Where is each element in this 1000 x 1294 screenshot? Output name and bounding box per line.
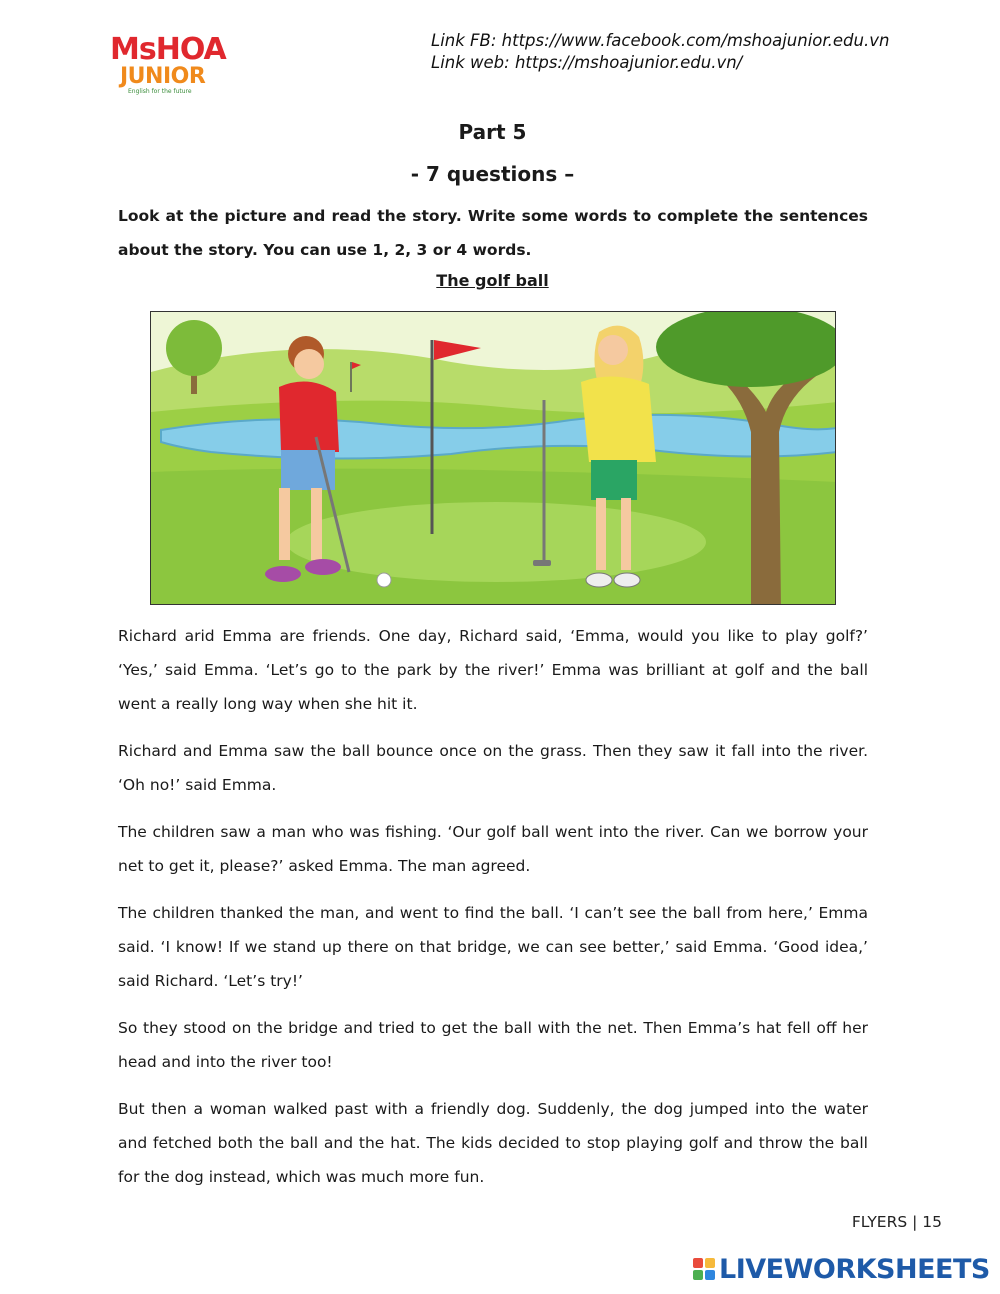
boy-leg-right (311, 488, 322, 560)
girl-shoe-left (586, 573, 612, 587)
logo-tagline: English for the future (128, 88, 192, 95)
facebook-link[interactable]: Link FB: https://www.facebook.com/mshoajunior.edu.vn (431, 31, 890, 50)
story-paragraph-6: But then a woman walked past with a friendly dog. Suddenly, the dog jumped into the water and fetched both the ball and the hat. The kids decided to stop playing golf and throw the ball for the dog instead, which was much more fun. (118, 1100, 868, 1186)
page-number: FLYERS | 15 (851, 1213, 942, 1231)
question-count: - 7 questions – (410, 162, 575, 186)
story-paragraph-4: The children thanked the man, and went to find the ball. ‘I can’t see the ball from here,’ Emma said. ‘I know! If we stand up there on that bridge, we can see better,’ said Emma. ‘Good idea,’ said Richard. ‘Let’s try!’ (118, 904, 868, 990)
girl-leg-left (596, 498, 606, 570)
golf-ball (377, 573, 391, 587)
left-tree-crown (166, 320, 222, 376)
story-title: The golf ball (436, 271, 549, 290)
boy-shoe-left (265, 566, 301, 582)
logo-sub-text: JUNIOR (120, 64, 206, 89)
story-paragraph-1: Richard arid Emma are friends. One day, Richard said, ‘Emma, would you like to play golf?’ ‘Yes,’ said Emma. ‘Let’s go to the park by the river!’ Emma was brilliant at golf and the ball went a really long way when she hit it. (118, 627, 868, 713)
girl-shoe-right (614, 573, 640, 587)
girl-sweater (581, 376, 656, 462)
liveworksheets-wordmark: LIVEWORKSHEETS (719, 1253, 990, 1285)
girl-shorts (591, 460, 637, 500)
boy-face (294, 349, 324, 379)
logo-main-text: MsHOA (110, 32, 226, 67)
story-paragraph-3: The children saw a man who was fishing. ‘Our golf ball went into the river. Can we borrow your net to get it, please?’ asked Emma. The man agreed. (118, 823, 868, 875)
liveworksheets-brand (693, 1254, 990, 1284)
instructions: Look at the picture and read the story. Write some words to complete the sentences about the story. You can use 1, 2, 3 or 4 words. (118, 207, 868, 259)
header-links (431, 30, 889, 74)
boy-leg-left (279, 488, 290, 560)
story-text (118, 619, 868, 1207)
mshoa-junior-logo (108, 32, 238, 96)
club-head (533, 560, 551, 566)
liveworksheets-blocks-icon (693, 1258, 715, 1280)
boy-shirt (279, 382, 339, 452)
part-title: Part 5 (458, 120, 527, 144)
golf-scene-svg (151, 312, 836, 605)
website-link[interactable]: Link web: https://mshoajunior.edu.vn/ (431, 53, 743, 72)
story-paragraph-5: So they stood on the bridge and tried to get the ball with the net. Then Emma’s hat fell off her head and into the river too! (118, 1019, 868, 1071)
girl-leg-right (621, 498, 631, 570)
story-paragraph-2: Richard and Emma saw the ball bounce once on the grass. Then they saw it fall into the river. ‘Oh no!’ said Emma. (118, 742, 868, 794)
boy-shoe-right (305, 559, 341, 575)
golf-illustration (150, 311, 836, 605)
girl-face (598, 335, 628, 365)
